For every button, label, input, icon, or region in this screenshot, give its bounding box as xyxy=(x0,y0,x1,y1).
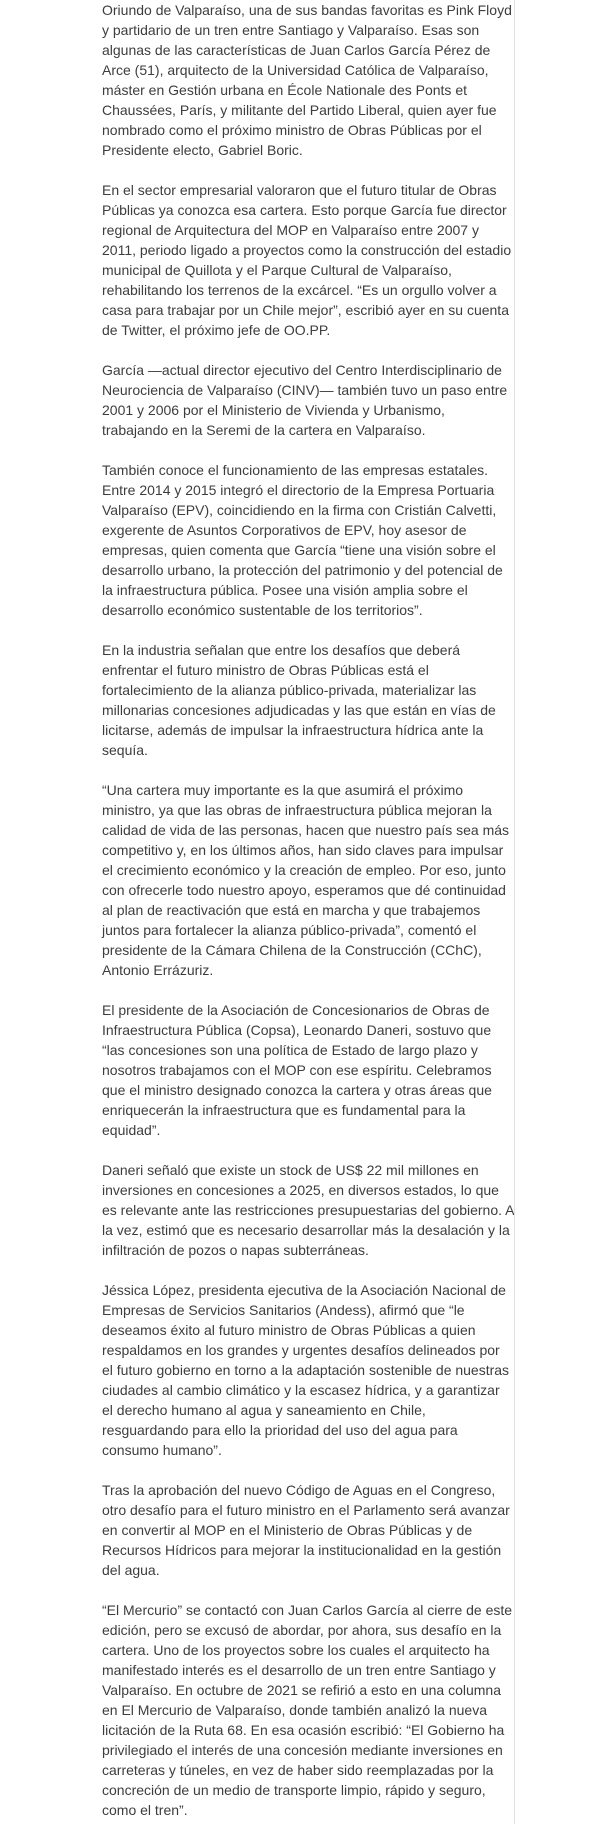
article-paragraph: Oriundo de Valparaíso, una de sus bandas favoritas es Pink Floyd y partidario de un tren entre Santiago y Valparaíso. Esas son algunas de las características de Juan Carlos García Pérez de Arce (51), arquitecto de la Universidad Católica de Valparaíso, máster en Gestión urbana en École Nationale des Ponts et Chaussées, París, y militante del Partido Liberal, quien ayer fue nombrado como el próximo ministro de Obras Públicas por el Presidente electo, Gabriel Boric. xyxy=(102,2,512,158)
article-paragraph: García —actual director ejecutivo del Centro Interdisciplinario de Neurociencia de Valparaíso (CINV)— también tuvo un paso entre 2001 y 2006 por el Ministerio de Vivienda y Urbanismo, trabajando en la Seremi de la cartera en Valparaíso. xyxy=(102,362,508,438)
article-paragraph: En el sector empresarial valoraron que el futuro titular de Obras Públicas ya conozca esa cartera. Esto porque García fue director regional de Arquitectura del MOP en Valparaíso entre 2007 y 2011, periodo ligado a proyectos como la construcción del estadio municipal de Quillota y el Parque Cultural de Valparaíso, rehabilitando los terrenos de la excárcel. “Es un orgullo volver a casa para trabajar por un Chile mejor”, escribió ayer en su cuenta de Twitter, el próximo jefe de OO.PP. xyxy=(102,182,512,338)
article-paragraph: Tras la aprobación del nuevo Código de Aguas en el Congreso, otro desafío para el futuro ministro en el Parlamento será avanzar en convertir al MOP en el Ministerio de Obras Públicas y de Recursos Hídricos para mejorar la institucionalidad en la gestión del agua. xyxy=(102,1482,510,1578)
article-paragraph: Jéssica López, presidenta ejecutiva de la Asociación Nacional de Empresas de Servicios Sanitarios (Andess), afirmó que “le deseamos éxito al futuro ministro de Obras Públicas a quien respaldamos en los grandes y urgentes desafíos delineados por el futuro gobierno en torno a la adaptación sostenible de nuestras ciudades al cambio climático y la escasez hídrica, y a garantizar el derecho humano al agua y saneamiento en Chile, resguardando para ello la prioridad del uso del agua para consumo humano”. xyxy=(102,1282,510,1458)
article-paragraph: “El Mercurio” se contactó con Juan Carlos García al cierre de este edición, pero se excusó de abordar, por ahora, sus desafío en la cartera. Uno de los proyectos sobre los cuales el arquitecto ha manifestado interés es el desarrollo de un tren entre Santiago y Valparaíso. En octubre de 2021 se refirió a esto en una columna en El Mercurio de Valparaíso, donde también analizó la nueva licitación de la Ruta 68. En esa ocasión escribió: “El Gobierno ha privilegiado el interés de una concesión mediante inversiones en carreteras y túneles, en vez de haber sido reemplazadas por la concreción de un medio de transporte limpio, rápido y seguro, como el tren”. xyxy=(102,1602,513,1818)
article-paragraph: Daneri señaló que existe un stock de US$ 22 mil millones en inversiones en concesiones a 2025, en diversos estados, lo que es relevante ante las restricciones presupuestarias del gobierno. A la vez, estimó que es necesario desarrollar más la desalación y la infiltración de pozos o napas subterráneas. xyxy=(102,1162,514,1258)
article-paragraph: En la industria señalan que entre los desafíos que deberá enfrentar el futuro ministro de Obras Públicas está el fortalecimiento de la alianza público-privada, materializar las millonarias concesiones adjudicadas y las que están en vías de licitarse, además de impulsar la infraestructura hídrica ante la sequía. xyxy=(102,642,496,758)
article-paragraph: El presidente de la Asociación de Concesionarios de Obras de Infraestructura Pública (Copsa), Leonardo Daneri, sostuvo que “las concesiones son una política de Estado de largo plazo y nosotros trabajamos con el MOP con ese espíritu. Celebramos que el ministro designado conozca la cartera y otras áreas que enriquecerán la infraestructura que es fundamental para la equidad”. xyxy=(102,1002,492,1138)
article-body xyxy=(102,0,514,1820)
column-divider-line xyxy=(514,0,515,1824)
article-paragraph: “Una cartera muy importante es la que asumirá el próximo ministro, ya que las obras de infraestructura pública mejoran la calidad de vida de las personas, hacen que nuestro país sea más competitivo y, en los últimos años, han sido claves para impulsar el crecimiento económico y la creación de empleo. Por eso, junto con ofrecerle todo nuestro apoyo, esperamos que dé continuidad al plan de reactivación que está en marcha y que trabajemos juntos para fortalecer la alianza público-privada”, comentó el presidente de la Cámara Chilena de la Construcción (CChC), Antonio Errázuriz. xyxy=(102,782,510,978)
article-paragraph: También conoce el funcionamiento de las empresas estatales. Entre 2014 y 2015 integró el directorio de la Empresa Portuaria Valparaíso (EPV), coincidiendo en la firma con Cristián Calvetti, exgerente de Asuntos Corporativos de EPV, hoy asesor de empresas, quien comenta que García “tiene una visión sobre el desarrollo urbano, la protección del patrimonio y del potencial de la infraestructura pública. Posee una visión amplia sobre el desarrollo económico sustentable de los territorios”. xyxy=(102,462,503,618)
